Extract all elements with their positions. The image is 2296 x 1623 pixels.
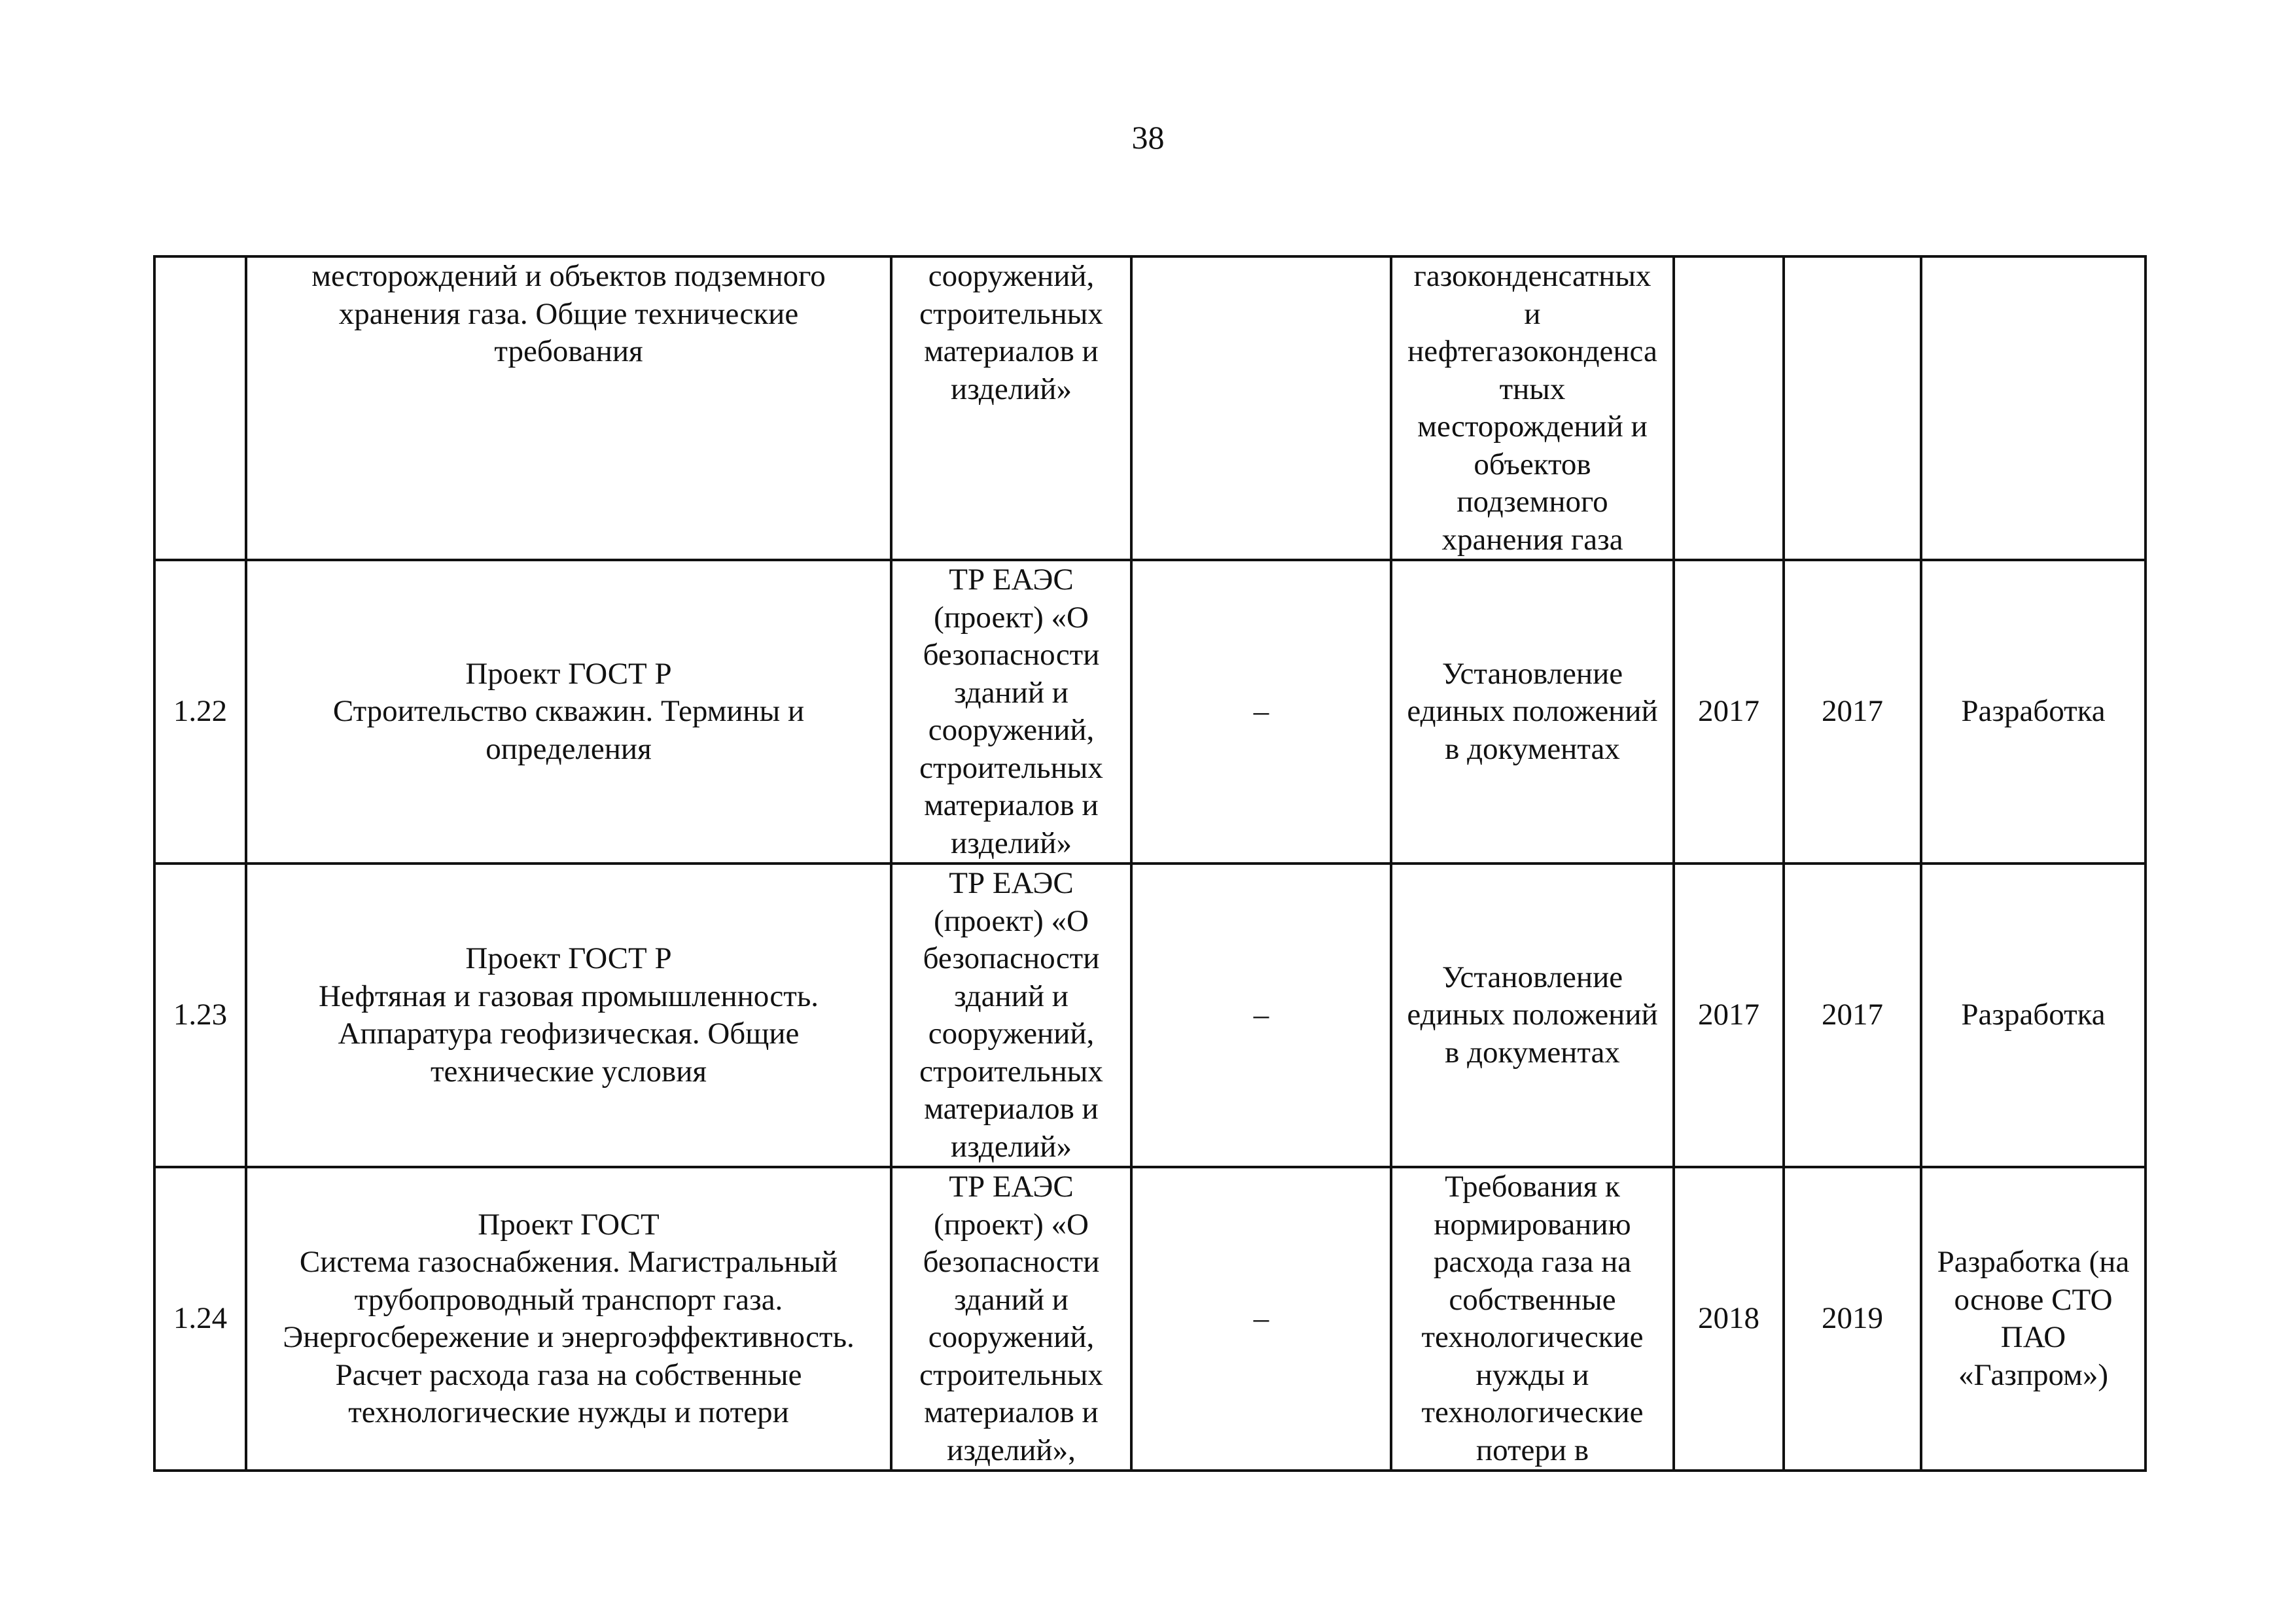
dash-cell: – [1131,560,1391,864]
purpose: Установление единых положений в документах [1391,864,1674,1167]
document-name: месторождений и объектов подземного хранения газа. Общие технические требования [246,256,891,560]
row-number: 1.24 [154,1167,246,1471]
document-name: Проект ГОСТ Р Строительство скважин. Термины и определения [246,560,891,864]
note [1921,256,2146,560]
document-name: Проект ГОСТ Р Нефтяная и газовая промышленность. Аппаратура геофизическая. Общие технические условия [246,864,891,1167]
end-year: 2017 [1784,864,1921,1167]
row-number: 1.22 [154,560,246,864]
start-year: 2017 [1674,864,1784,1167]
table-row [154,560,2146,864]
regulation: ТР ЕАЭС (проект) «О безопасности зданий и сооружений, строительных материалов и изделий» [891,864,1131,1167]
table-row [154,256,2146,560]
row-number: 1.23 [154,864,246,1167]
end-year: 2017 [1784,560,1921,864]
start-year: 2017 [1674,560,1784,864]
document-name: Проект ГОСТ Система газоснабжения. Магистральный трубопроводный транспорт газа. Энергосбережение и энергоэффективность. Расчет расхода газа на собственные технологические нужды и потери [246,1167,891,1471]
start-year [1674,256,1784,560]
note: Разработка [1921,864,2146,1167]
purpose: газоконденсатных и нефтегазоконденса тных месторождений и объектов подземного хранения газа [1391,256,1674,560]
table-row [154,864,2146,1167]
regulation: сооружений, строительных материалов и изделий» [891,256,1131,560]
page-number: 38 [1131,119,1165,156]
dash-cell: – [1131,1167,1391,1471]
end-year [1784,256,1921,560]
regulation: ТР ЕАЭС (проект) «О безопасности зданий и сооружений, строительных материалов и изделий» [891,560,1131,864]
dash-cell [1131,256,1391,560]
dash-cell: – [1131,864,1391,1167]
purpose: Требования к нормированию расхода газа на собственные технологические нужды и технологические потери в [1391,1167,1674,1471]
note: Разработка [1921,560,2146,864]
start-year: 2018 [1674,1167,1784,1471]
note: Разработка (на основе СТО ПАО «Газпром») [1921,1167,2146,1471]
regulation: ТР ЕАЭС (проект) «О безопасности зданий и сооружений, строительных материалов и изделий», [891,1167,1131,1471]
end-year: 2019 [1784,1167,1921,1471]
purpose: Установление единых положений в документах [1391,560,1674,864]
row-number [154,256,246,560]
standards-table [153,255,2147,1472]
table-row [154,1167,2146,1471]
